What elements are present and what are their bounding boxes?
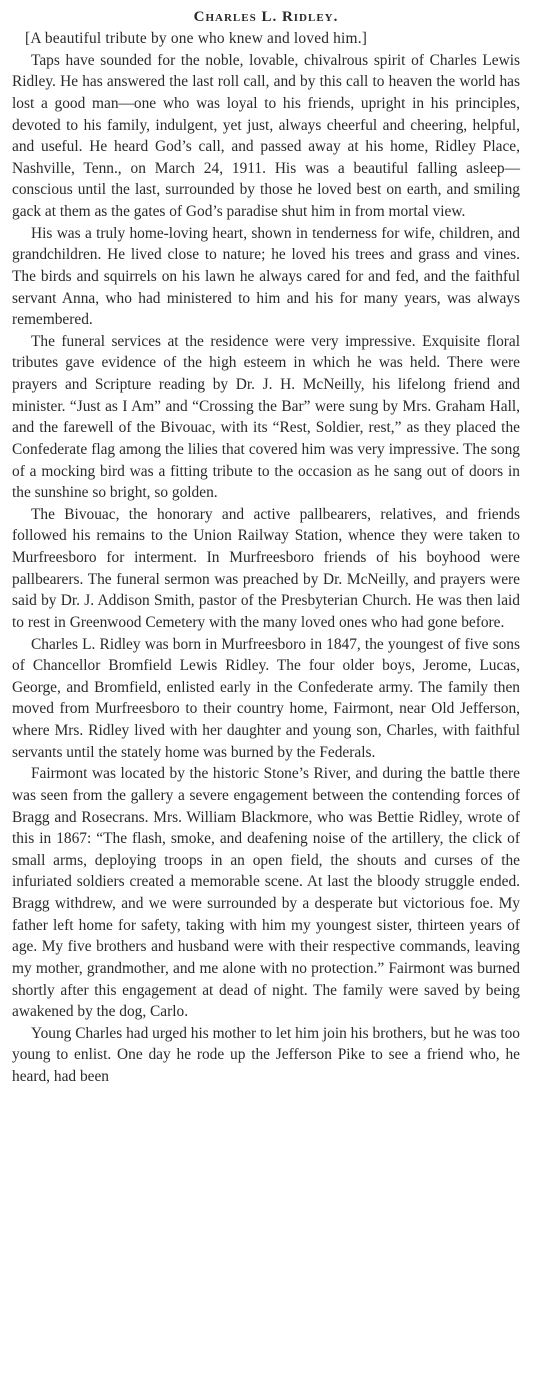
paragraph-6: Fairmont was located by the historic Stone’s River, and during the battle there was seen from the gallery a severe engagement between the contending forces of Bragg and Rosecrans. Mrs. William Blackmore, who was Bettie Ridley, wrote of this in 1867: “The flash, smoke, and deafening noise of the artillery, the click of small arms, deploying troops in an open field, the shouts and curses of the infuriated soldiers created a memorable scene. At last the bloody struggle ended. Bragg withdrew, and we were surrounded by a desperate but victorious foe. My father left home for safety, taking with him my youngest sister, thirteen years of age. My five brothers and husband were with their respective commands, leaving my mother, grandmother, and me alone with no protection.” Fairmont was burned shortly after this engagement at dead of night. The family were saved by being awakened by the dog, Carlo. [12,765,520,1021]
article-title: Charles L. Ridley. [193,9,339,25]
paragraph-5: Charles L. Ridley was born in Murfreesboro in 1847, the youngest of five sons of Chancellor Bromfield Lewis Ridley. The four older boys, Jerome, Lucas, George, and Bromfield, enlisted early in the Confederate army. The family then moved from Murfreesboro to their country home, Fairmont, near Old Jefferson, where Mrs. Ridley lived with her daughter and young son, Charles, with faithful servants until the stately home was burned by the Federals. [12,635,520,761]
paragraph-2: His was a truly home-loving heart, shown in tenderness for wife, children, and grandchildren. He lived close to nature; he loved his trees and grass and vines. The birds and squirrels on his lawn he always cared for and fed, and the faithful servant Anna, who had ministered to him and his for many years, was always remembered. [12,224,520,329]
paragraph-3: The funeral services at the residence were very impressive. Exquisite floral tributes gave evidence of the high esteem in which he was held. There were prayers and Scripture reading by Dr. J. H. McNeilly, his lifelong friend and minister. “Just as I Am” and “Crossing the Bar” were sung by Mrs. Graham Hall, and the farewell of the Bivouac, with its “Rest, Soldier, rest,” as they placed the Confederate flag among the lilies that covered him was very impressive. The song of a mocking bird was a fitting tribute to the occasion as he sang out of doors in the sunshine so bright, so golden. [12,332,520,502]
paragraph-4: The Bivouac, the honorary and active pallbearers, relatives, and friends followed his remains to the Union Railway Station, whence they were taken to Murfreesboro for interment. In Murfreesboro friends of his boyhood were pallbearers. The funeral sermon was preached by Dr. McNeilly, and prayers were said by Dr. J. Addison Smith, pastor of the Presbyterian Church. He was then laid to rest in Greenwood Cemetery with the many loved ones who had gone before. [12,505,520,631]
paragraph-7: Young Charles had urged his mother to let him join his brothers, but he was too young to enlist. One day he rode up the Jefferson Pike to see a friend who, he heard, had been [12,1024,520,1085]
article-subtitle: [A beautiful tribute by one who knew and loved him.] [25,30,368,47]
paragraph-1: Taps have sounded for the noble, lovable, chivalrous spirit of Charles Lewis Ridley. He has answered the last roll call, and by this call to heaven the world has lost a good man—one who was loyal to his friends, upright in his principles, devoted to his family, indulgent, yet just, always cheerful and cheering, helpful, and useful. He heard God’s call, and passed away at his home, Ridley Place, Nashville, Tenn., on March 24, 1911. His was a beautiful falling asleep—conscious until the last, surrounded by those he loved best on earth, and smiling gack at them as the gates of God’s paradise shut him in from mortal view. [12,51,520,220]
